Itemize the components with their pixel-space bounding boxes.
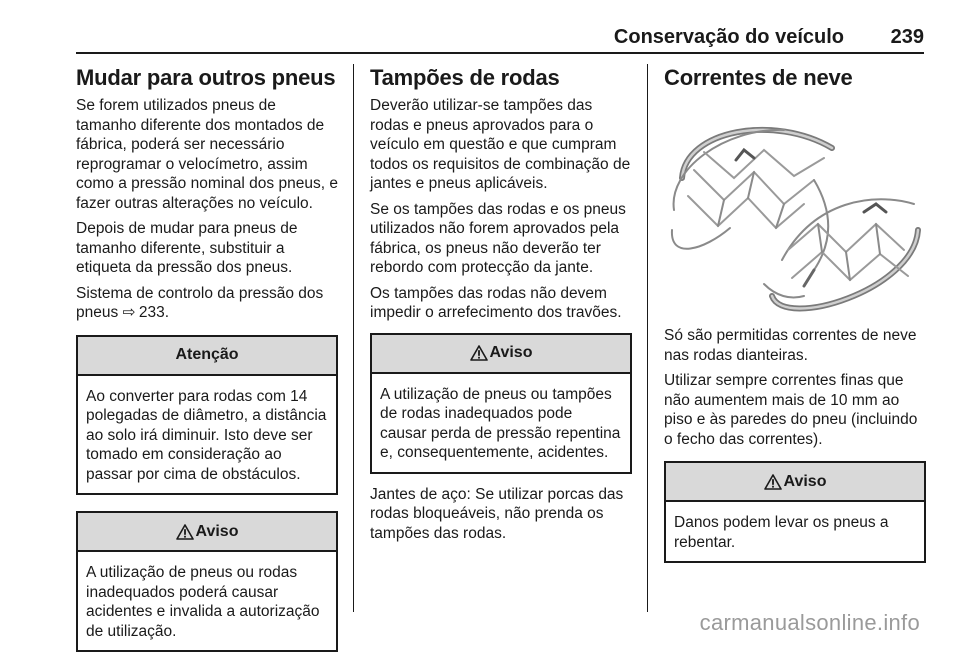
paragraph: Se forem utilizados pneus de tamanho diferente dos montados de fábrica, poderá ser necessário reprogramar o velocímetro, assim como a pressão nominal dos pneus, e fazer outras alterações no veículo. (76, 97, 338, 212)
attention-body: Ao converter para rodas com 14 polegadas de diâmetro, a distância ao solo irá diminuir. Isto deve ser tomado em consideração ao passar por cima de obstáculos. (86, 387, 327, 483)
column-divider (353, 64, 354, 612)
page-header (76, 26, 924, 54)
paragraph: Depois de mudar para pneus de tamanho diferente, substituir a etiqueta da pressão dos pneus. (76, 220, 298, 276)
heading-snow-chains: Correntes de neve (664, 65, 853, 90)
warning-triangle-icon (176, 524, 194, 540)
column-divider (647, 64, 648, 612)
warning-heading-text: Aviso (489, 344, 533, 361)
warning-box (664, 461, 926, 563)
warning-heading (666, 463, 924, 502)
attention-box (76, 335, 338, 496)
cross-reference[interactable] (76, 284, 338, 323)
column-tyre-change (76, 64, 338, 652)
warning-body: Danos podem levar os pneus a rebentar. (674, 514, 889, 551)
paragraph: Jantes de aço: Se utilizar porcas das rodas bloqueáveis, não prenda os tampões das rodas. (370, 485, 624, 542)
paragraph: Deverão utilizar-se tampões das rodas e pneus aprovados para o veículo em questão e que cumpram todos os requisitos de combinação de jantes e pneus aplicáveis. (370, 97, 631, 192)
warning-heading (372, 335, 630, 374)
watermark: carmanualsonline.info (699, 610, 920, 635)
column-snow-chains (664, 64, 926, 563)
attention-heading: Atenção (78, 337, 336, 376)
warning-box (370, 333, 632, 474)
heading-wheel-covers: Tampões de rodas (370, 65, 560, 90)
warning-triangle-icon (470, 345, 488, 361)
warning-box (76, 511, 338, 652)
paragraph: Se os tampões das rodas e os pneus utilizados não forem aprovados pela fábrica, os pneus não deverão ter rebordo com protecção da jante. (370, 200, 626, 276)
warning-heading-text: Aviso (783, 472, 827, 490)
warning-body: A utilização de pneus ou rodas inadequados poderá causar acidentes e invalida a autorização de utilização. (86, 564, 320, 640)
heading-tyre-change: Mudar para outros pneus (76, 65, 336, 90)
section-title: Conservação do veículo (613, 26, 844, 48)
snow-chains-illustration (664, 100, 926, 316)
reference-page[interactable]: 233. (138, 304, 170, 321)
reference-text: Sistema de controlo da pressão dos pneus (76, 284, 324, 321)
paragraph: Só são permitidas correntes de neve nas rodas dianteiras. (664, 327, 917, 364)
paragraph: Utilizar sempre correntes finas que não aumentem mais de 10 mm ao piso e às paredes do pneu (incluindo o fecho das correntes). (664, 372, 918, 448)
warning-heading (78, 513, 336, 552)
warning-heading-text: Aviso (195, 522, 239, 540)
column-wheel-covers (370, 64, 632, 549)
warning-body: A utilização de pneus ou tampões de rodas inadequados pode causar perda de pressão repentina e, consequentemente, acidentes. (380, 385, 621, 461)
reference-arrow-icon: ⇨ (122, 304, 136, 321)
warning-triangle-icon (764, 474, 782, 490)
header-rule (76, 52, 924, 54)
paragraph: Os tampões das rodas não devem impedir o arrefecimento dos travões. (370, 284, 622, 321)
page-number: 239 (890, 26, 924, 48)
